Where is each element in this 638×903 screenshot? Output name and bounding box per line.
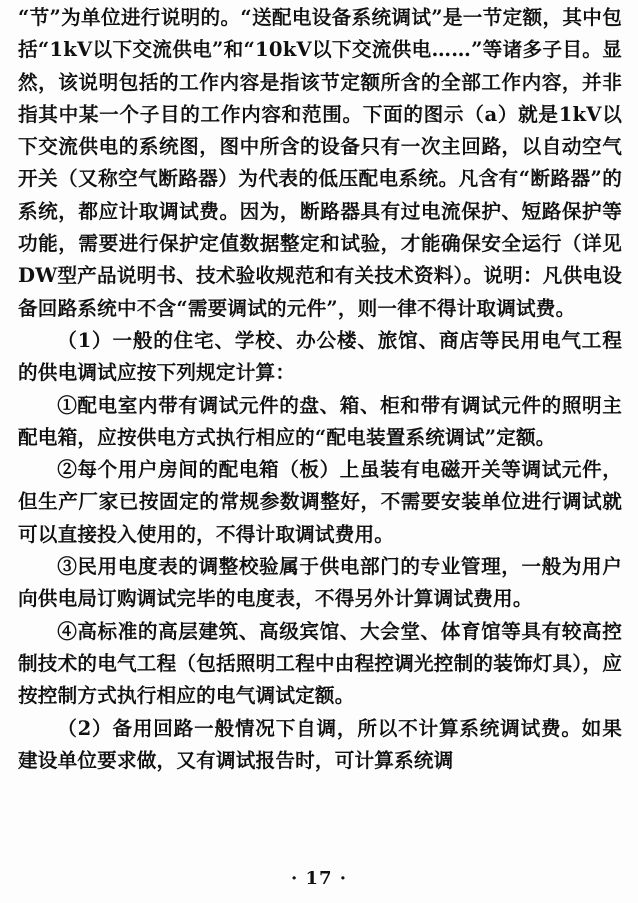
paragraph-subitem-3: ③民用电度表的调整校验属于供电部门的专业管理，一般为用户向供电局订购调试完毕的电度表，不得另外计算调试费用。 [18,555,622,611]
body-text [18,2,622,777]
paragraph-intro-continued: “节”为单位进行说明的。“送配电设备系统调试”是一节定额，其中包括“1kV以下交流供电”和“10kV以下交流供电……”等诸多子目。显然，该说明包括的工作内容是指该节定额所含的全部工作内容，并非指其中某一个子目的工作内容和范围。下面的图示（a）就是1kV以下交流供电的系统图，图中所含的设备只有一次主回路，以自动空气开关（又称空气断路器）为代表的低压配电系统。凡含有“断路器”的系统，都应计取调试费。因为，断路器具有过电流保护、短路保护等功能，需要进行保护定值数据整定和试验，才能确保安全运行（详见DW型产品说明书、技术验收规范和有关技术资料）。说明：凡供电设备回路系统中不含“需要调试的元件”，则一律不得计取调试费。 [18,6,622,320]
paragraph-item-1: （1）一般的住宅、学校、办公楼、旅馆、商店等民用电气工程的供电调试应按下列规定计算： [18,328,622,385]
paragraph-subitem-4: ④高标准的高层建筑、高级宾馆、大会堂、体育馆等具有较高控制技术的电气工程（包括照明工程中由程控调光控制的装饰灯具），应按控制方式执行相应的电气调试定额。 [18,619,622,708]
paragraph-subitem-1: ①配电室内带有调试元件的盘、箱、柜和带有调试元件的照明主配电箱，应按供电方式执行相应的“配电装置系统调试”定额。 [18,393,622,449]
page-number: · 17 · [290,868,348,889]
paragraph-subitem-2: ②每个用户房间的配电箱（板）上虽装有电磁开关等调试元件，但生产厂家已按固定的常规参数调整好，不需要安装单位进行调试就可以直接投入使用的，不得计取调试费用。 [18,458,622,546]
paragraph-item-2: （2）备用回路一般情况下自调，所以不计算系统调试费。如果建设单位要求做，又有调试报告时，可计算系统调 [18,716,622,772]
